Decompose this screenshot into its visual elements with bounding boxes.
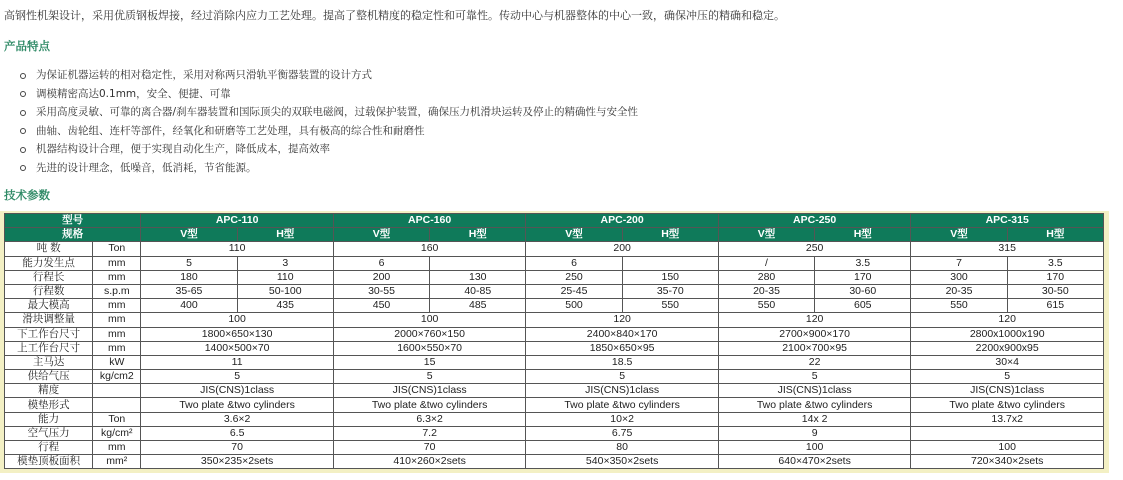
v-type-header-cell: V型 (526, 228, 622, 242)
v-value-cell: 5 (141, 256, 237, 270)
model-header-cell: APC-160 (333, 214, 526, 228)
row-unit-cell: mm² (93, 455, 141, 469)
value-cell: 2200x900x95 (911, 341, 1104, 355)
value-cell: 1600×550×70 (333, 341, 526, 355)
v-value-cell: 450 (333, 299, 429, 313)
row-unit-cell: kg/cm2 (93, 370, 141, 384)
feature-item: 采用高度灵敏、可靠的离合器/刹车器装置和国际顶尖的双联电磁阀，过载保护装置，确保压力机滑块运转及停止的精确性与安全性 (20, 103, 638, 122)
v-value-cell: 250 (526, 270, 622, 284)
value-cell: 11 (141, 355, 334, 369)
h-value-cell: 3.5 (1007, 256, 1103, 270)
value-cell: 22 (718, 355, 911, 369)
row-unit-cell: kg/cm² (93, 426, 141, 440)
table-row (5, 398, 1104, 412)
value-cell: 14x 2 (718, 412, 911, 426)
value-cell: 250 (718, 242, 911, 256)
row-unit-cell: mm (93, 441, 141, 455)
table-row (5, 299, 1104, 313)
value-cell: 2800x1000x190 (911, 327, 1104, 341)
v-value-cell: 7 (911, 256, 1007, 270)
value-cell: 540×350×2sets (526, 455, 719, 469)
model-header-cell: APC-315 (911, 214, 1104, 228)
h-value-cell: 435 (237, 299, 333, 313)
value-cell: 100 (141, 313, 334, 327)
feature-item: 机器结构设计合理，便于实现自动化生产，降低成本，提高效率 (20, 140, 638, 159)
row-unit-cell: Ton (93, 412, 141, 426)
row-unit-cell (93, 398, 141, 412)
h-value-cell: 170 (1007, 270, 1103, 284)
model-header-cell: APC-200 (526, 214, 719, 228)
value-cell: 5 (911, 370, 1104, 384)
table-row (5, 441, 1104, 455)
v-type-header-cell: V型 (141, 228, 237, 242)
table-row (5, 327, 1104, 341)
value-cell: 2400×840×170 (526, 327, 719, 341)
h-value-cell: 615 (1007, 299, 1103, 313)
row-name-cell: 精度 (5, 384, 93, 398)
table-header-row (5, 214, 1104, 228)
row-unit-cell: mm (93, 299, 141, 313)
value-cell: 10×2 (526, 412, 719, 426)
table-row (5, 313, 1104, 327)
row-name-cell: 行程 (5, 441, 93, 455)
value-cell: 1400×500×70 (141, 341, 334, 355)
row-name-cell: 模垫形式 (5, 398, 93, 412)
table-row (5, 256, 1104, 270)
value-cell: 70 (333, 441, 526, 455)
v-value-cell: 280 (718, 270, 814, 284)
row-name-cell: 空气压力 (5, 426, 93, 440)
value-cell: Two plate &two cylinders (333, 398, 526, 412)
row-unit-cell: mm (93, 327, 141, 341)
spec-label-cell: 规格 (5, 228, 141, 242)
model-label-cell: 型号 (5, 214, 141, 228)
v-value-cell: 500 (526, 299, 622, 313)
value-cell: 720×340×2sets (911, 455, 1104, 469)
table-row (5, 384, 1104, 398)
model-header-cell: APC-250 (718, 214, 911, 228)
feature-item: 为保证机器运转的相对稳定性，采用对称两只滑轨平衡器装置的设计方式 (20, 66, 638, 85)
value-cell: 100 (333, 313, 526, 327)
h-value-cell: 30-50 (1007, 284, 1103, 298)
value-cell: 3.6×2 (141, 412, 334, 426)
h-value-cell: 35-70 (622, 284, 718, 298)
h-type-header-cell: H型 (1007, 228, 1103, 242)
table-row (5, 412, 1104, 426)
h-type-header-cell: H型 (237, 228, 333, 242)
features-list (20, 66, 638, 177)
h-value-cell: 40-85 (430, 284, 526, 298)
value-cell: JIS(CNS)1class (718, 384, 911, 398)
h-value-cell: 3 (237, 256, 333, 270)
row-name-cell: 供给气压 (5, 370, 93, 384)
value-cell: Two plate &two cylinders (526, 398, 719, 412)
h-value-cell: 110 (237, 270, 333, 284)
row-name-cell: 行程长 (5, 270, 93, 284)
value-cell: JIS(CNS)1class (911, 384, 1104, 398)
value-cell: 5 (333, 370, 526, 384)
v-value-cell: / (718, 256, 814, 270)
value-cell: 6.3×2 (333, 412, 526, 426)
v-value-cell: 20-35 (718, 284, 814, 298)
features-title: 产品特点 (4, 39, 50, 53)
value-cell: 120 (718, 313, 911, 327)
value-cell: 100 (911, 441, 1104, 455)
value-cell: 120 (911, 313, 1104, 327)
value-cell: JIS(CNS)1class (526, 384, 719, 398)
v-type-header-cell: V型 (333, 228, 429, 242)
h-type-header-cell: H型 (430, 228, 526, 242)
value-cell: 30×4 (911, 355, 1104, 369)
value-cell: 6.75 (526, 426, 719, 440)
table-row (5, 426, 1104, 440)
value-cell: JIS(CNS)1class (141, 384, 334, 398)
table-row (5, 270, 1104, 284)
h-value-cell: 30-60 (815, 284, 911, 298)
v-type-header-cell: V型 (911, 228, 1007, 242)
h-value-cell: 3.5 (815, 256, 911, 270)
value-cell: 1800×650×130 (141, 327, 334, 341)
h-type-header-cell: H型 (815, 228, 911, 242)
row-unit-cell: kW (93, 355, 141, 369)
row-name-cell: 下工作台尺寸 (5, 327, 93, 341)
model-header-cell: APC-110 (141, 214, 334, 228)
value-cell (911, 426, 1104, 440)
row-unit-cell: mm (93, 313, 141, 327)
v-value-cell: 6 (333, 256, 429, 270)
row-name-cell: 模垫顶板面积 (5, 455, 93, 469)
table-row (5, 341, 1104, 355)
value-cell: Two plate &two cylinders (911, 398, 1104, 412)
h-value-cell (622, 256, 718, 270)
value-cell: 9 (718, 426, 911, 440)
specs-title: 技术参数 (4, 188, 50, 202)
v-value-cell: 25-45 (526, 284, 622, 298)
value-cell: 160 (333, 242, 526, 256)
value-cell: 13.7x2 (911, 412, 1104, 426)
h-value-cell: 485 (430, 299, 526, 313)
row-name-cell: 行程数 (5, 284, 93, 298)
value-cell: 100 (718, 441, 911, 455)
value-cell: 2000×760×150 (333, 327, 526, 341)
feature-item: 曲轴、齿轮组、连杆等部件，经氧化和研磨等工艺处理，具有极高的综合性和耐磨性 (20, 122, 638, 141)
value-cell: 5 (526, 370, 719, 384)
v-value-cell: 35-65 (141, 284, 237, 298)
h-type-header-cell: H型 (622, 228, 718, 242)
row-name-cell: 能力 (5, 412, 93, 426)
row-unit-cell: Ton (93, 242, 141, 256)
feature-item: 先进的设计理念，低噪音，低消耗，节省能源。 (20, 159, 638, 178)
value-cell: Two plate &two cylinders (141, 398, 334, 412)
value-cell: 6.5 (141, 426, 334, 440)
table-row (5, 370, 1104, 384)
v-type-header-cell: V型 (718, 228, 814, 242)
row-name-cell: 最大模高 (5, 299, 93, 313)
value-cell: 1850×650×95 (526, 341, 719, 355)
value-cell: Two plate &two cylinders (718, 398, 911, 412)
table-row (5, 455, 1104, 469)
value-cell: 2100×700×95 (718, 341, 911, 355)
row-unit-cell (93, 384, 141, 398)
h-value-cell: 150 (622, 270, 718, 284)
v-value-cell: 200 (333, 270, 429, 284)
v-value-cell: 180 (141, 270, 237, 284)
row-unit-cell: mm (93, 270, 141, 284)
value-cell: 350×235×2sets (141, 455, 334, 469)
value-cell: 200 (526, 242, 719, 256)
table-header-row (5, 228, 1104, 242)
value-cell: 5 (718, 370, 911, 384)
row-name-cell: 吨 数 (5, 242, 93, 256)
feature-item: 调模精密高达0.1mm，安全、便捷、可靠 (20, 85, 638, 104)
v-value-cell: 550 (718, 299, 814, 313)
v-value-cell: 6 (526, 256, 622, 270)
value-cell: 120 (526, 313, 719, 327)
row-name-cell: 滑块调整量 (5, 313, 93, 327)
specs-table-frame (0, 211, 1109, 473)
row-name-cell: 主马达 (5, 355, 93, 369)
specs-table (4, 213, 1104, 469)
h-value-cell: 605 (815, 299, 911, 313)
v-value-cell: 400 (141, 299, 237, 313)
value-cell: 7.2 (333, 426, 526, 440)
value-cell: JIS(CNS)1class (333, 384, 526, 398)
value-cell: 18.5 (526, 355, 719, 369)
value-cell: 2700×900×170 (718, 327, 911, 341)
v-value-cell: 30-55 (333, 284, 429, 298)
value-cell: 15 (333, 355, 526, 369)
value-cell: 315 (911, 242, 1104, 256)
value-cell: 70 (141, 441, 334, 455)
value-cell: 5 (141, 370, 334, 384)
h-value-cell: 130 (430, 270, 526, 284)
row-name-cell: 能力发生点 (5, 256, 93, 270)
h-value-cell: 550 (622, 299, 718, 313)
value-cell: 110 (141, 242, 334, 256)
value-cell: 640×470×2sets (718, 455, 911, 469)
h-value-cell: 50-100 (237, 284, 333, 298)
value-cell: 410×260×2sets (333, 455, 526, 469)
v-value-cell: 300 (911, 270, 1007, 284)
v-value-cell: 20-35 (911, 284, 1007, 298)
row-name-cell: 上工作台尺寸 (5, 341, 93, 355)
row-unit-cell: s.p.m (93, 284, 141, 298)
table-row (5, 242, 1104, 256)
value-cell: 80 (526, 441, 719, 455)
v-value-cell: 550 (911, 299, 1007, 313)
table-row (5, 284, 1104, 298)
h-value-cell: 170 (815, 270, 911, 284)
h-value-cell (430, 256, 526, 270)
row-unit-cell: mm (93, 341, 141, 355)
row-unit-cell: mm (93, 256, 141, 270)
intro-text: 高钢性机架设计，采用优质钢板焊接，经过消除内应力工艺处理。提高了整机精度的稳定性和可靠性。传动中心与机器整体的中心一致，确保冲压的精确和稳定。 (4, 9, 785, 22)
table-row (5, 355, 1104, 369)
